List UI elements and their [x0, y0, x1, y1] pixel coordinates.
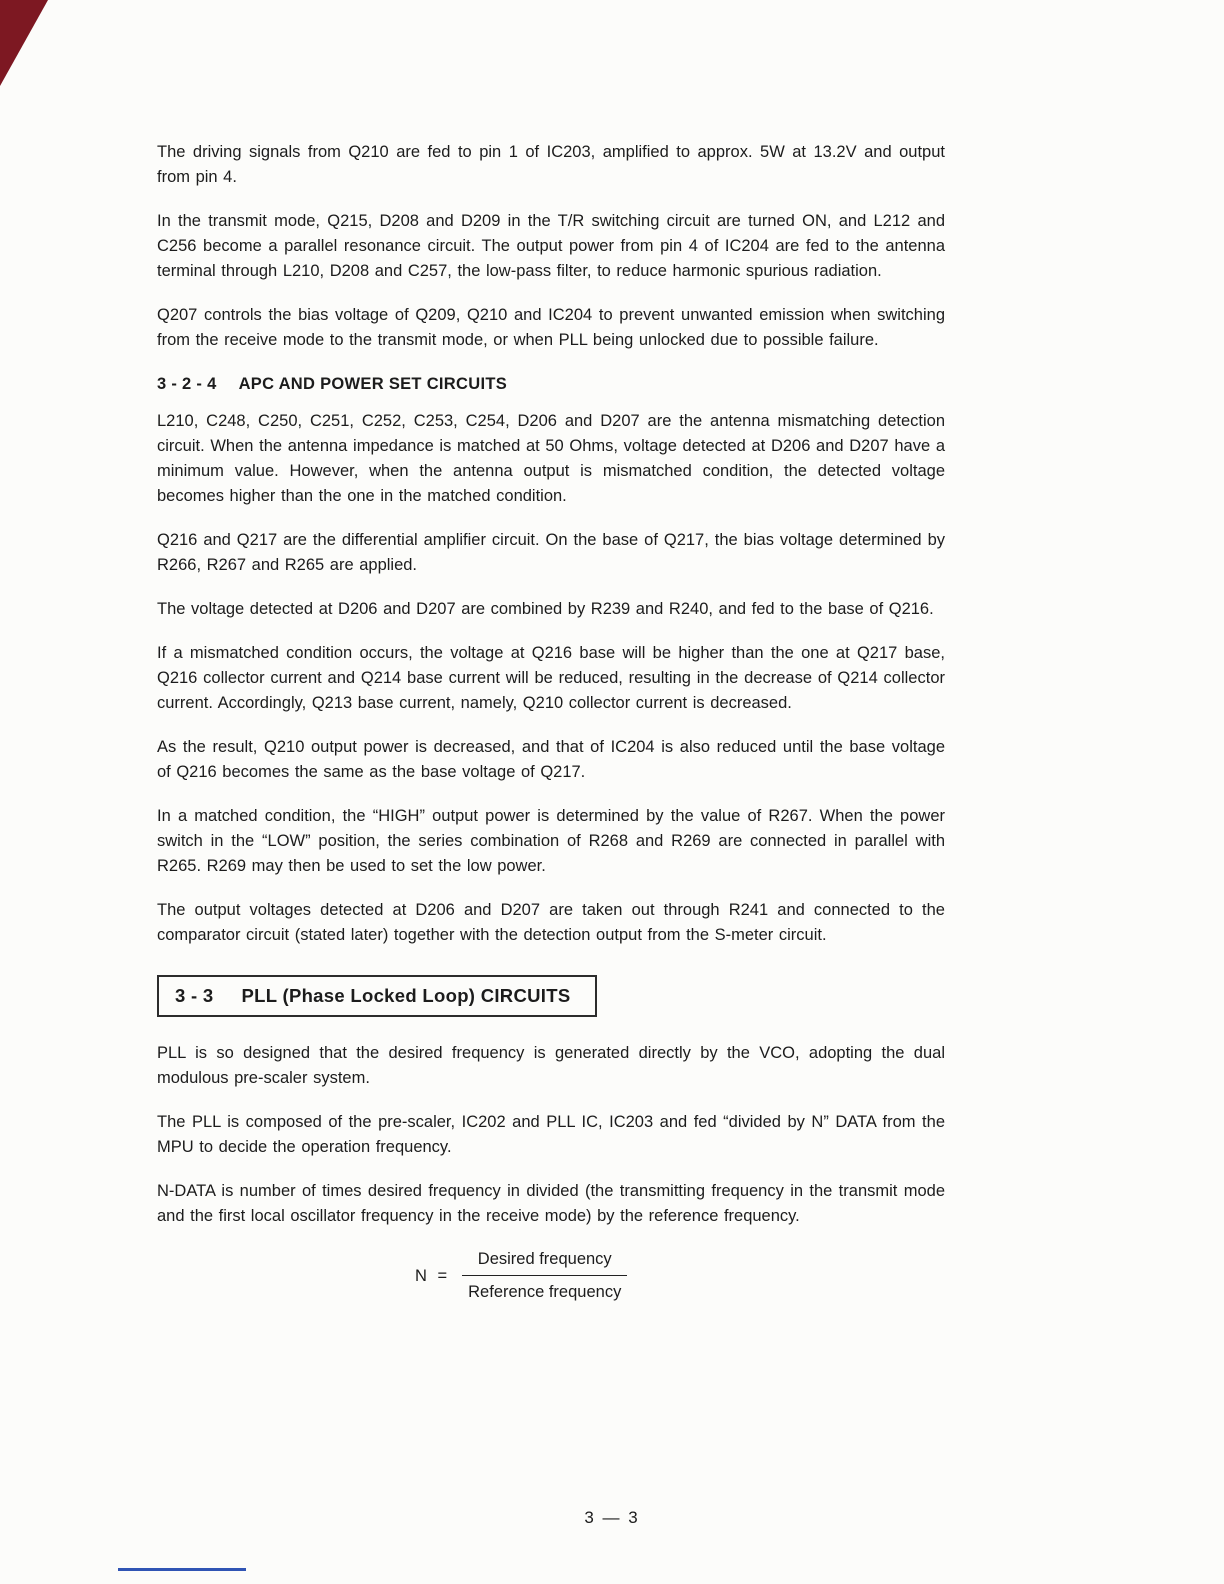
paragraph-differential-amplifier: Q216 and Q217 are the differential amplifier circuit. On the base of Q217, the bias voltage determined by R266, R267 and R265 are applied. — [157, 531, 945, 574]
paragraph-n-data: N-DATA is number of times desired frequency in divided (the transmitting frequency in the transmit mode and the first local oscillator frequency in the receive mode) by the reference frequency. — [157, 1182, 945, 1225]
paragraph-output-power-decrease: As the result, Q210 output power is decreased, and that of IC204 is also reduced until the base voltage of Q216 becomes the same as the base voltage of Q217. — [157, 738, 945, 781]
scan-corner-artifact — [0, 0, 48, 86]
formula-denominator: Reference frequency — [468, 1283, 622, 1301]
section-heading-pll — [157, 975, 597, 1017]
scan-underline-artifact — [118, 1568, 246, 1571]
paragraph-mismatched-condition: If a mismatched condition occurs, the voltage at Q216 base will be higher than the one at Q217 base, Q216 collector current and Q214 base current will be reduced, resulting in the decrease of Q214 collector current. Accordingly, Q213 base current, namely, Q210 collector current is decreased. — [157, 644, 945, 712]
section-heading-apc — [157, 372, 945, 397]
paragraph-driving-signals: The driving signals from Q210 are fed to pin 1 of IC203, amplified to approx. 5W at 13.2V and output from pin 4. — [157, 143, 945, 186]
paragraph-mismatch-detection: L210, C248, C250, C251, C252, C253, C254, D206 and D207 are the antenna mismatching detection circuit. When the antenna impedance is matched at 50 Ohms, voltage detected at D206 and D207 have a minimum value. However, when the antenna output is mismatched condition, the detected voltage becomes higher than the one in the matched condition. — [157, 412, 945, 505]
page-number: 3 — 3 — [584, 1508, 640, 1527]
formula-fraction — [462, 1248, 627, 1303]
paragraph-pll-design: PLL is so designed that the desired frequency is generated directly by the VCO, adopting the dual modulous pre-scaler system. — [157, 1044, 945, 1087]
paragraph-bias-control: Q207 controls the bias voltage of Q209, Q210 and IC204 to prevent unwanted emission when switching from the receive mode to the transmit mode, or when PLL being unlocked due to possible failure. — [157, 306, 945, 349]
paragraph-comparator-output: The output voltages detected at D206 and D207 are taken out through R241 and connected to the comparator circuit (stated later) together with the detection output from the S-meter circuit. — [157, 901, 945, 944]
formula-lhs: N = — [415, 1266, 451, 1285]
section-title: APC AND POWER SET CIRCUITS — [238, 375, 508, 393]
section-number: 3 - 3 — [175, 985, 214, 1006]
paragraph-voltage-combined: The voltage detected at D206 and D207 are combined by R239 and R240, and fed to the base of Q216. — [157, 600, 934, 618]
section-number: 3 - 2 - 4 — [157, 375, 217, 393]
section-title: PLL (Phase Locked Loop) CIRCUITS — [241, 985, 571, 1006]
n-formula — [415, 1248, 627, 1303]
paragraph-transmit-mode: In the transmit mode, Q215, D208 and D209 in the T/R switching circuit are turned ON, and L212 and C256 become a parallel resonance circuit. The output power from pin 4 of IC204 are fed to the antenna terminal through L210, D208 and C257, the low-pass filter, to reduce harmonic spurious radiation. — [157, 212, 945, 280]
page-content — [157, 140, 945, 1303]
paragraph-high-low-power: In a matched condition, the “HIGH” output power is determined by the value of R267. When the power switch in the “LOW” position, the series combination of R268 and R269 are connected in parallel with R265. R269 may then be used to set the low power. — [157, 807, 945, 875]
formula-numerator: Desired frequency — [462, 1248, 627, 1276]
paragraph-pll-composition: The PLL is composed of the pre-scaler, IC202 and PLL IC, IC203 and fed “divided by N” DATA from the MPU to decide the operation frequency. — [157, 1113, 945, 1156]
